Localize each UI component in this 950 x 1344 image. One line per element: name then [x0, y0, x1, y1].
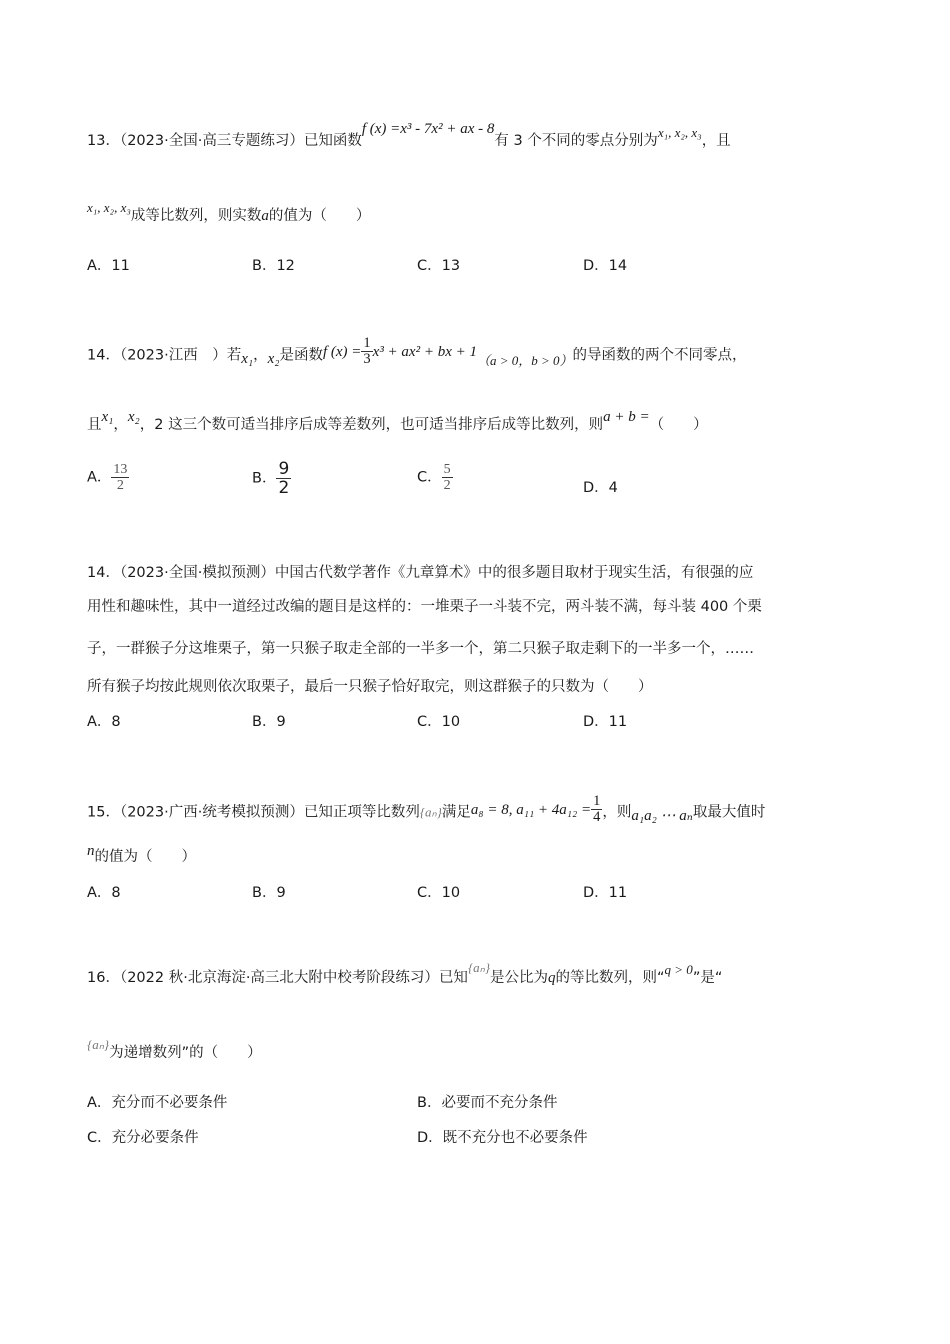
- q13-option-c[interactable]: C．13: [417, 258, 461, 274]
- q14a-option-b[interactable]: B． $\frac{9}{2}$: [252, 459, 290, 498]
- q13-option-a[interactable]: A．11: [87, 258, 130, 274]
- q15-option-d[interactable]: D．11: [583, 885, 628, 901]
- q13-option-b[interactable]: B．12: [252, 258, 295, 274]
- q14a-condition: （a > 0，b > 0）: [477, 352, 573, 368]
- q14a-option-d[interactable]: D．4: [583, 480, 618, 496]
- q14a-line2: 且x₁，x₂，2 这三个数可适当排序后成等差数列，也可适当排序后成等比数列，则a + b =（ ）: [87, 409, 708, 433]
- q14b-line2: 用性和趣味性，其中一道经过改编的题目是这样的：一堆栗子一斗装不完，两斗装不满，每斗装 400 个栗: [87, 599, 762, 615]
- q14a-option-c[interactable]: C． $\frac{5}{2}$: [417, 462, 451, 493]
- q15-option-c[interactable]: C．10: [417, 885, 461, 901]
- q16-option-a[interactable]: A．充分而不必要条件: [87, 1095, 228, 1111]
- q14b-line4: 所有猴子均按此规则依次取栗子，最后一只猴子恰好取完，则这群猴子的只数为（ ）: [87, 679, 653, 695]
- q15-line1: 15．（2023·广西·统考模拟预测）已知正项等比数列{aₙ}满足a₈ = 8, a₁₁ + 4a₁₂ = $\frac{1}{4}$ ，则a₁a₂ ⋯ aₙ取最大值时: [87, 793, 766, 825]
- q14b-option-b[interactable]: B．9: [252, 714, 286, 730]
- q16-line2: {aₙ}为递增数列”的（ ）: [87, 1037, 262, 1061]
- q13-option-d[interactable]: D．14: [583, 258, 628, 274]
- q13-line2: x₁, x₂, x₃成等比数列，则实数a的值为（ ）: [87, 200, 371, 224]
- q13-function: f (x) =x³ - 7x² + ax - 8: [361, 121, 495, 137]
- q15-number: 15．: [87, 804, 120, 821]
- q14b-option-a[interactable]: A．8: [87, 714, 121, 730]
- q16-number: 16．: [87, 970, 120, 986]
- q14a-function: f (x) = $\frac{1}{3}$ x³ + ax² + bx + 1: [322, 335, 477, 367]
- q14b-line1: 14．（2023·全国·模拟预测）中国古代数学著作《九章算术》中的很多题目取材于现实生活，有很强的应: [87, 565, 754, 581]
- q15-option-b[interactable]: B．9: [252, 885, 286, 901]
- q16-option-d[interactable]: D．既不充分也不必要条件: [417, 1130, 588, 1146]
- q14b-option-c[interactable]: C．10: [417, 714, 461, 730]
- q16-source: （2022 秋·北京海淀·高三北大附中校考阶段练习）: [119, 970, 439, 986]
- q16-option-b[interactable]: B．必要而不充分条件: [417, 1095, 558, 1111]
- q15-source: （2023·广西·统考模拟预测）: [119, 804, 304, 821]
- q15-condition: a₈ = 8, a₁₁ + 4a₁₂ = $\frac{1}{4}$: [470, 793, 601, 825]
- q13-source: （2023·全国·高三专题练习）: [119, 133, 304, 149]
- q14a-line1: 14．（2023·江西 ）若x₁，x₂是函数f (x) = $\frac{1}{3}$ x³ + ax² + bx + 1（a > 0，b > 0）的导函数的两个不同零点，: [87, 335, 747, 368]
- q16-line1: 16．（2022 秋·北京海淀·高三北大附中校考阶段练习）已知{aₙ}是公比为q的等比数列，则“q > 0”是“: [87, 960, 723, 986]
- q14b-line3: 子，一群猴子分这堆栗子，第一只猴子取走全部的一半多一个，第二只猴子取走剩下的一半多一个，……: [87, 641, 754, 657]
- q13-number: 13．: [87, 133, 120, 149]
- q14b-source: （2023·全国·模拟预测）: [119, 565, 275, 581]
- q14a-option-a[interactable]: A． $\frac{13}{2}$: [87, 462, 128, 493]
- q14a-number: 14．: [87, 347, 120, 364]
- q13-roots: x₁, x₂, x₃: [657, 125, 702, 140]
- q14b-option-d[interactable]: D．11: [583, 714, 628, 730]
- q15-line2: n的值为（ ）: [87, 843, 196, 865]
- q13-line1: 13．（2023·全国·高三专题练习）已知函数f (x) =x³ - 7x² + ax - 8有 3 个不同的零点分别为x₁, x₂, x₃，且: [87, 121, 731, 149]
- q15-option-a[interactable]: A．8: [87, 885, 121, 901]
- q16-option-c[interactable]: C．充分必要条件: [87, 1130, 199, 1146]
- q14b-number: 14．: [87, 565, 120, 581]
- q14a-source: （2023·江西 ）: [119, 347, 227, 364]
